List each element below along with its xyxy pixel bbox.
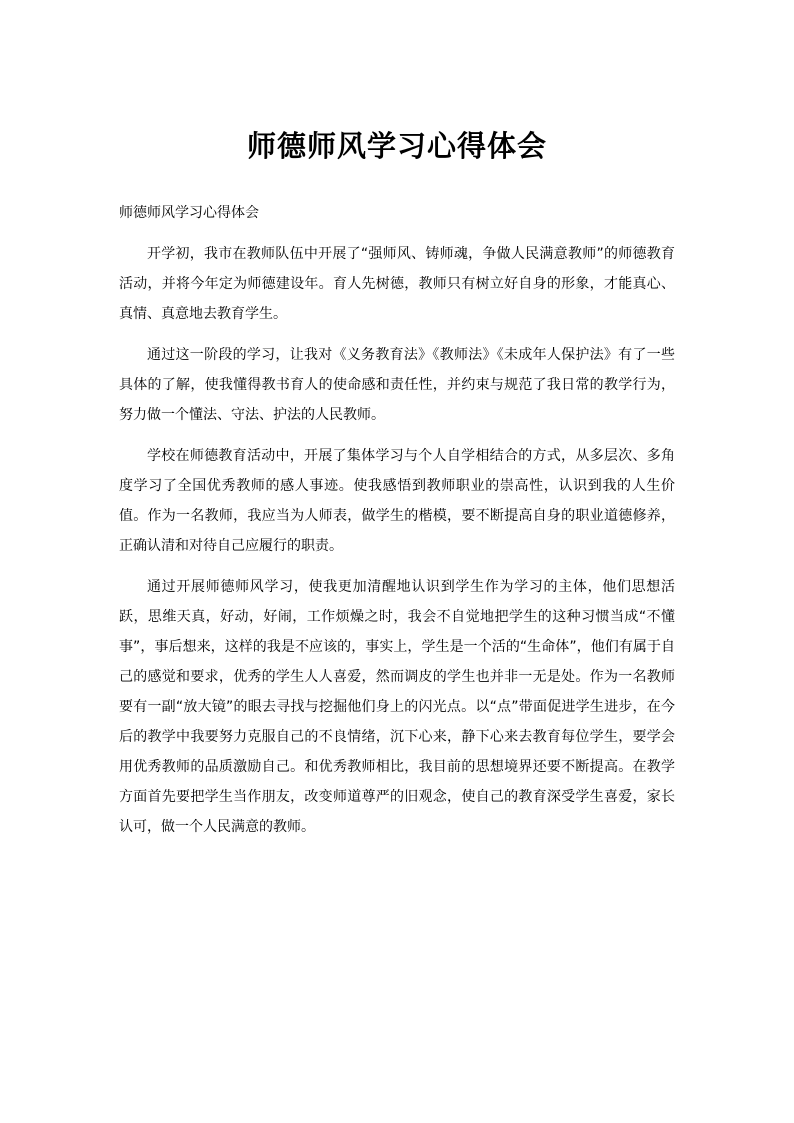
paragraph-1: 开学初，我市在教师队伍中开展了“强师风、铸师魂，争做人民满意教师”的师德教育活动，并将今年定为师德建设年。育人先树德，教师只有树立好自身的形象，才能真心、真情、真意地去教育学生。 — [119, 246, 675, 322]
document-title: 师德师风学习心得体会 — [246, 129, 547, 163]
paragraph-3: 学校在师德教育活动中，开展了集体学习与个人自学相结合的方式，从多层次、多角度学习了全国优秀教师的感人事迹。使我感悟到教师职业的崇高性，认识到我的人生价值。作为一名教师，我应当为人师表，做学生的楷模，要不断提高自身的职业道德修养，正确认清和对待自己应履行的职责。 — [119, 448, 675, 554]
paragraph-2: 通过这一阶段的学习，让我对《义务教育法》《教师法》《未成年人保护法》有了一些具体的了解，使我懂得教书育人的使命感和责任性，并约束与规范了我日常的教学行为，努力做一个懂法、守法、护法的人民教师。 — [119, 347, 675, 423]
document-subtitle: 师德师风学习心得体会 — [119, 205, 259, 221]
document-body — [119, 198, 675, 853]
paragraph-4: 通过开展师德师风学习，使我更加清醒地认识到学生作为学习的主体，他们思想活跃，思维天真，好动，好闹，工作烦燥之时，我会不自觉地把学生的这种习惯当成“不懂事”，事后想来，这样的我是不应该的，事实上，学生是一个活的“生命体”，他们有属于自己的感觉和要求，优秀的学生人人喜爱，然而调皮的学生也并非一无是处。作为一名教师要有一副“放大镜”的眼去寻找与挖掘他们身上的闪光点。以“点”带面促进学生进步，在今后的教学中我要努力克服自己的不良情绪，沉下心来，静下心来去教育每位学生，要学会用优秀教师的品质激励自己。和优秀教师相比，我目前的思想境界还要不断提高。在教学方面首先要把学生当作朋友，改变师道尊严的旧观念，使自己的教育深受学生喜爱，家长认可，做一个人民满意的教师。 — [119, 579, 675, 835]
